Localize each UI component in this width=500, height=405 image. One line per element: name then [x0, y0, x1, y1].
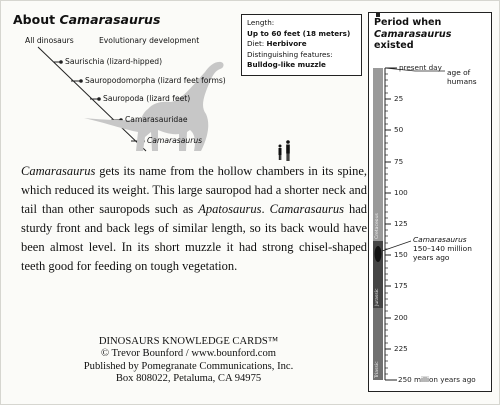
desc-name-3: Camarasaurus: [269, 202, 344, 216]
tick-125: 125: [394, 219, 408, 228]
tick-50: 50: [394, 125, 404, 134]
tick-175: 175: [394, 281, 408, 290]
era-label-triassic: Triassic: [375, 361, 380, 378]
era-label-jurassic: Jurassic: [375, 288, 380, 306]
clade-camarasauridae: Camarasauridae: [125, 115, 188, 124]
features-label: Distinguishing features:: [247, 49, 333, 59]
facts-box: [241, 14, 362, 76]
tick-25: 25: [394, 94, 404, 103]
tick-75: 75: [394, 157, 404, 166]
credits-publisher: Published by Pomegranate Communications, Inc.: [83, 360, 294, 372]
human-figures-icon: [271, 139, 301, 163]
tick-225: 225: [394, 344, 408, 353]
period-panel: [368, 12, 492, 392]
length-value: Up to 60 feet (18 meters): [247, 28, 351, 38]
length-label: Length:: [247, 18, 275, 27]
cladogram-right-header: Evolutionary development: [99, 36, 200, 45]
diet-value: Herbivore: [266, 39, 307, 49]
timeline-bottom-label: 250 million years ago: [398, 375, 476, 384]
tick-150: 150: [394, 250, 408, 259]
camarasaurus-annot-range: 150–140 million: [413, 244, 472, 253]
era-label-cretaceous: Cretaceous: [375, 213, 380, 239]
desc-name-1: Camarasaurus: [21, 164, 96, 178]
title-prefix: About: [13, 12, 60, 27]
diet-label: Diet:: [247, 39, 267, 49]
clade-sauropodomorpha: Sauropodomorpha (lizard feet forms): [85, 76, 226, 85]
credits-series: DINOSAURS KNOWLEDGE CARDS™: [98, 336, 279, 347]
desc-text-2: .: [261, 202, 270, 216]
title-dinosaur-name: Camarasaurus: [59, 12, 161, 27]
cladogram-left-header: All dinosaurs: [25, 36, 74, 45]
desc-name-2: Apatosaurus: [198, 202, 262, 216]
tick-200: 200: [394, 313, 408, 322]
period-title-name: Camarasaurus: [374, 28, 452, 40]
description-paragraph: [21, 162, 367, 276]
desc-text-1: gets its name from the hollow chambers in its spine, which reduced its weight. This large sauropod had a shorter neck and tail than other sauropods such as: [21, 164, 367, 216]
camarasaurus-annot-range2: years ago: [413, 253, 450, 262]
camarasaurus-annot-name: Camarasaurus: [413, 235, 467, 244]
tick-100: 100: [394, 188, 408, 197]
period-title-line3: existed: [374, 40, 414, 52]
clade-saurischia: Saurischia (lizard-hipped): [65, 57, 163, 66]
humans-line1: age of: [447, 68, 471, 77]
credits-address: Box 808022, Petaluma, CA 94975: [115, 373, 262, 385]
diet-row: [247, 39, 356, 50]
clade-sauropoda: Sauropoda (lizard feet): [103, 94, 191, 103]
camarasaurus-annotation: [413, 235, 472, 262]
timeline-top-label: present day: [399, 63, 442, 72]
desc-text-3: had sturdy front and back legs of similar length, so its back would have been almost level. In its short muzzle it had strong chisel-shaped teeth good for feeding on tough vegetation.: [21, 202, 367, 273]
credits-author: © Trevor Bounford / www.bounford.com: [100, 348, 277, 360]
clade-camarasaurus: Camarasaurus: [147, 136, 203, 145]
credits: [1, 336, 376, 386]
humans-annotation: [447, 68, 477, 86]
period-title-line1: Period when: [374, 17, 442, 28]
features-value: Bulldog-like muzzle: [247, 60, 326, 70]
humans-line2: humans: [447, 77, 477, 86]
